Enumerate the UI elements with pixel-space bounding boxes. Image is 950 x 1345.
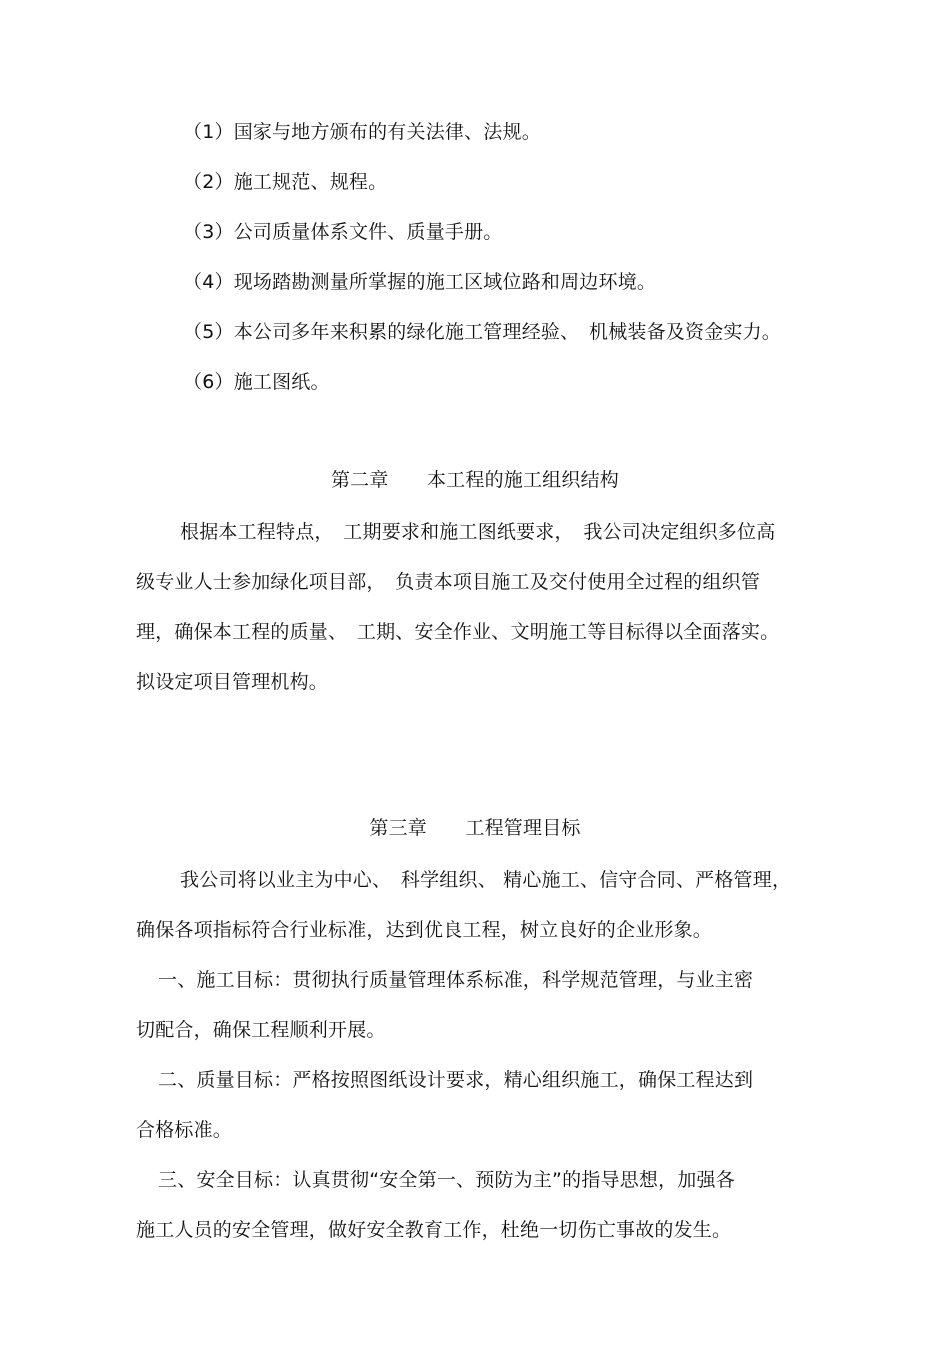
basis-item-4: （4）现场踏勘测量所掌握的施工区域位路和周边环境。 [183, 271, 657, 293]
chapter2-paragraph-line-1: 根据本工程特点， 工期要求和施工图纸要求， 我公司决定组织多位高 [180, 521, 776, 543]
quality-goal-line-1: 二、质量目标：严格按照图纸设计要求，精心组织施工，确保工程达到 [158, 1069, 754, 1091]
basis-item-3: （3）公司质量体系文件、质量手册。 [183, 221, 503, 243]
basis-item-5: （5）本公司多年来积累的绿化施工管理经验、 机械装备及资金实力。 [183, 321, 781, 343]
chapter2-title: 第二章 本工程的施工组织结构 [330, 469, 619, 491]
basis-item-2: （2）施工规范、规程。 [183, 171, 388, 193]
construction-goal-line-2: 切配合，确保工程顺利开展。 [136, 1019, 386, 1041]
chapter3-intro-line-2: 确保各项指标符合行业标准，达到优良工程，树立良好的企业形象。 [136, 919, 713, 941]
safety-goal-line-2: 施工人员的安全管理，做好安全教育工作，杜绝一切伤亡事故的发生。 [136, 1219, 732, 1241]
basis-item-1: （1）国家与地方颁布的有关法律、法规。 [183, 121, 541, 143]
chapter2-paragraph-line-4: 拟设定项目管理机构。 [136, 671, 329, 693]
chapter2-paragraph-line-3: 理，确保本工程的质量、 工期、安全作业、文明施工等目标得以全面落实。 [136, 621, 780, 643]
quality-goal-line-2: 合格标准。 [136, 1119, 233, 1141]
construction-goal-line-1: 一、施工目标：贯彻执行质量管理体系标准，科学规范管理，与业主密 [158, 969, 754, 991]
safety-goal-line-1: 三、安全目标：认真贯彻“安全第一、预防为主”的指导思想，加强各 [158, 1169, 735, 1191]
chapter2-paragraph-line-2: 级专业人士参加绿化项目部， 负责本项目施工及交付使用全过程的组织管 [136, 571, 761, 593]
chapter3-title: 第三章 工程管理目标 [369, 817, 581, 839]
basis-item-6: （6）施工图纸。 [183, 371, 330, 393]
chapter3-intro-line-1: 我公司将以业主为中心、 科学组织、 精心施工、信守合同、严格管理， [180, 869, 792, 891]
